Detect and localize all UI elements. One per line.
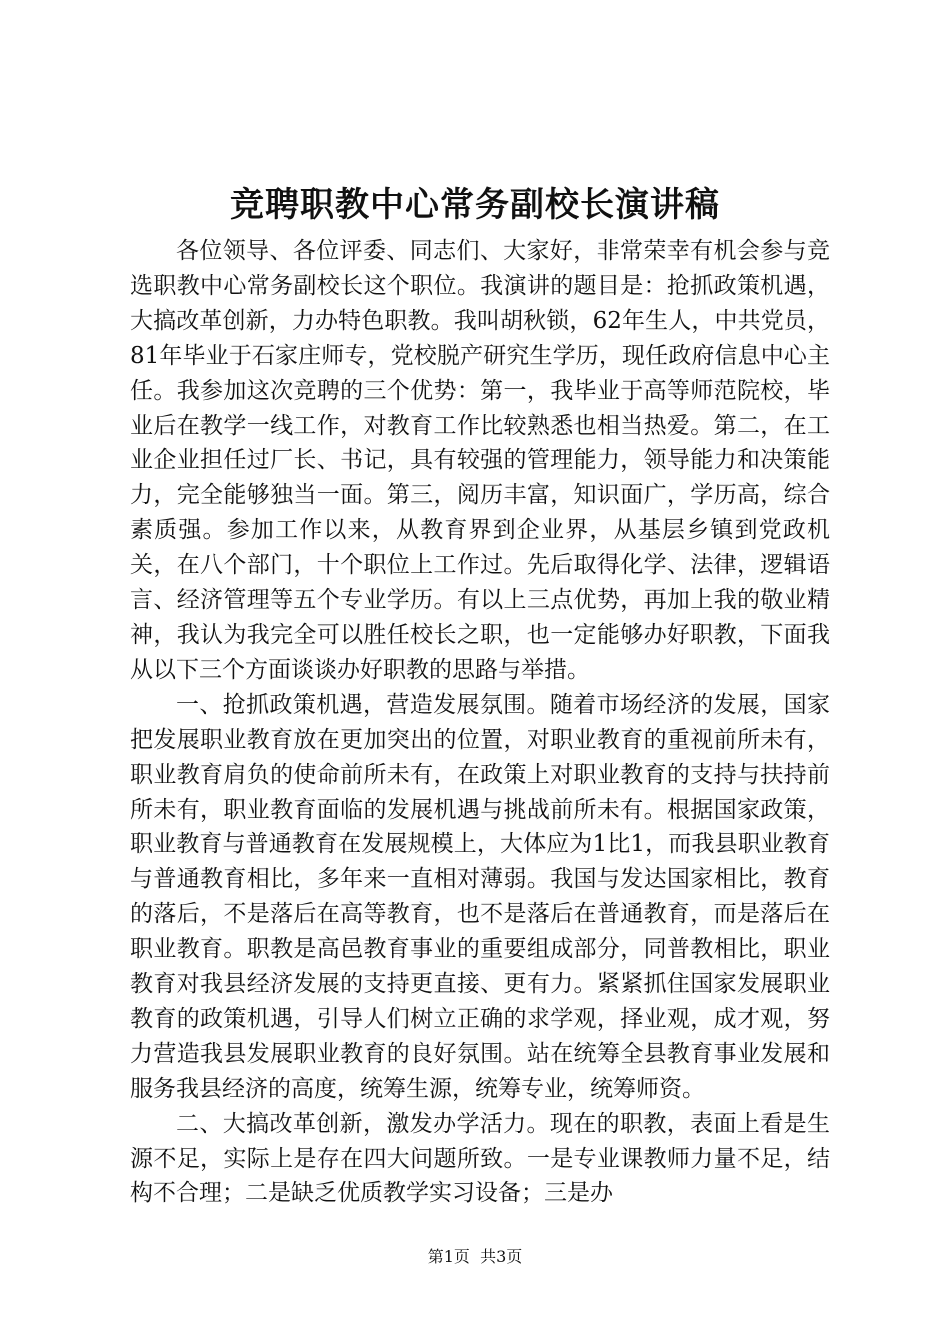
page-number: 第1页 <box>427 1247 470 1266</box>
document-body <box>130 234 830 1211</box>
page-footer <box>0 1246 950 1268</box>
page-total: 共3页 <box>480 1247 523 1266</box>
body-paragraph-intro: 各位领导、各位评委、同志们、大家好，非常荣幸有机会参与竞选职教中心常务副校长这个职位。我演讲的题目是：抢抓政策机遇，大搞改革创新，力办特色职教。我叫胡秋锁，62年生人，中共党员，81年毕业于石家庄师专，党校脱产研究生学历，现任政府信息中心主任。我参加这次竞聘的三个优势：第一，我毕业于高等师范院校，毕业后在教学一线工作，对教育工作比较熟悉也相当热爱。第二，在工业企业担任过厂长、书记，具有较强的管理能力，领导能力和决策能力，完全能够独当一面。第三，阅历丰富，知识面广，学历高，综合素质强。参加工作以来，从教育界到企业界，从基层乡镇到党政机关，在八个部门，十个职位上工作过。先后取得化学、法律，逻辑语言、经济管理等五个专业学历。有以上三点优势，再加上我的敬业精神，我认为我完全可以胜任校长之职，也一定能够办好职教，下面我从以下三个方面谈谈办好职教的思路与举措。 <box>130 238 830 683</box>
document-title: 竞聘职教中心常务副校长演讲稿 <box>230 185 720 225</box>
body-paragraph-section-one: 一、抢抓政策机遇，营造发展氛围。随着市场经济的发展，国家把发展职业教育放在更加突出的位置，对职业教育的重视前所未有，职业教育肩负的使命前所未有，在政策上对职业教育的支持与扶持前所未有，职业教育面临的发展机遇与挑战前所未有。根据国家政策，职业教育与普通教育在发展规模上，大体应为1比1，而我县职业教育与普通教育相比，多年来一直相对薄弱。我国与发达国家相比，教育的落后，不是落后在高等教育，也不是落后在普通教育，而是落后在职业教育。职教是高邑教育事业的重要组成部分，同普教相比，职业教育对我县经济发展的支持更直接、更有力。紧紧抓住国家发展职业教育的政策机遇，引导人们树立正确的求学观，择业观，成才观，努力营造我县发展职业教育的良好氛围。站在统筹全县教育事业发展和服务我县经济的高度，统筹生源，统筹专业，统筹师资。 <box>130 691 830 1102</box>
body-paragraph-section-two: 二、大搞改革创新，激发办学活力。现在的职教，表面上看是生源不足，实际上是存在四大问题所致。一是专业课教师力量不足，结构不合理；二是缺乏优质教学实习设备；三是办 <box>130 1110 830 1207</box>
